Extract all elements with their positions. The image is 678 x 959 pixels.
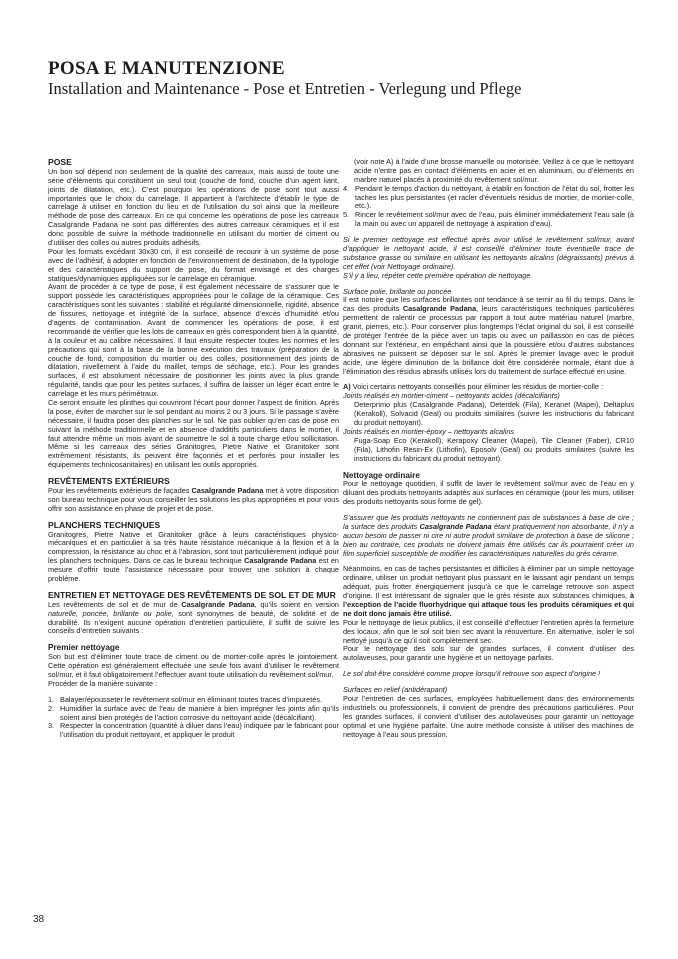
clean-floor-note: Le sol doit être considéré comme propre lorsqu’il retrouve son aspect d’origine ! bbox=[343, 669, 601, 679]
first-cleaning-procedure: Procéder de la manière suivante : bbox=[48, 678, 158, 688]
list-item: 2. Humidifier la surface avec de l’eau de manière à bien imprégner les joints afin qu’ils soient ainsi bien protégés de l’action corrosive du nettoyant acide (décalcifiant). bbox=[48, 703, 339, 722]
list-item: 5. Rincer le revêtement sol/mur avec de l’eau, puis éliminer immédiatement l’eau sale (à la main ou avec un appareil de nettoyage à aspiration d’eau). bbox=[343, 210, 634, 229]
first-cleaning-steps-continued bbox=[343, 185, 634, 229]
maintenance-paragraph: Les revêtements de sol et de mur de Casalgrande Padana, qu’ils soient en version naturelle, poncée, brillante ou polie, sont synonymes de beauté, de solidité et de durabilité. Ils n’exigent aucune opération d’entretien particulière, il suffit de suivre les conseils d’entretien suivants : bbox=[48, 599, 339, 636]
ordinary-cleaning-wax-note: S’assurer que les produits nettoyants ne contiennent pas de substances à base de cire ; la surface des produits Casalgrande Padana étant pratiquement non absorbante, il n’y a aucun besoin de passer ni cire ni autre produit similaire de protection à base de silicone ; bien au contraire, ces produits ne doivent jamais être utilisés car ils pourraient créer un film superficiel susceptible de modifier les caractéristiques naturelles du grès cérame. bbox=[343, 513, 634, 558]
first-cleaning-paragraph: Son but est d’éliminer toute trace de ciment ou de mortier-colle après le jointoiement. Cette opération est généralement effectuée une seule fois avant d’utiliser le revêtement sol/mur, et il faut obligatoirement l’effectuer avant toute utilisation du revêtement sol/mur. bbox=[48, 652, 339, 679]
exterior-heading: REVÊTEMENTS EXTÉRIEURS bbox=[48, 476, 170, 487]
left-column bbox=[48, 158, 339, 740]
ordinary-cleaning-paragraph-2: Néanmoins, en cas de taches persistantes et difficiles à éliminer par un simple nettoyage ordinaire, utiliser un produit nettoyant plus puissant en le laissant agir pendant un temps adéquat, puis frotter énergiquement jusqu’à ce que le carrelage retrouve son aspect d’origine. Il est intéressant de signaler que le grès résiste aux substances chimiques, à l’exception de l’acide fluorhydrique qui attaque tous les produits céramiques et qui ne doit donc jamais être utilisé. bbox=[343, 564, 635, 618]
continued-step-3: (voir note A) à l’aide d’une brosse manuelle ou motorisée. Veillez à ce que le nettoyant acide n’entre pas en contact d’éléments en acier et en aluminium, ou d’éléments en marbre naturel placés à proximité du revêtement sol/mur. bbox=[354, 157, 634, 184]
ordinary-cleaning-paragraph-3: Pour le nettoyage de lieux publics, il est conseillé d’effectuer l’entretien après la fermeture des locaux, afin que le sol soit bien sec avant la réouverture. En alternative, isoler le sol nettoyé jusqu’à ce qu’il soit complètement sec. bbox=[343, 617, 634, 645]
technical-floors-heading: PLANCHERS TECHNIQUES bbox=[48, 519, 161, 530]
pose-paragraph-2: Pour les formats excédant 30x30 cm, il est conseillé de recourir à un système de pose avec de l’adhésif, à adopter en fonction de l’environnement de destination, de la typologie et des caractéristiques du support de pose, du format envisagé et des charges statiques/dynamiques appliquées sur le carrelage en céramique. bbox=[48, 246, 339, 283]
relief-surface-subheading: Surfaces en relief (antidérapant) bbox=[343, 685, 448, 695]
note-a-alkaline-cleaners: Fuga-Soap Eco (Kerakoll), Kerapoxy Cleaner (Mapei), Tile Cleaner (Faber), CR10 (Fila), Lithofin Resin-Ex (Lithofin), Eposolv (Geal) ou produits similaires (suivre les instructions du fabricant du produit nettoyant). bbox=[354, 435, 634, 463]
relief-surface-paragraph: Pour l’entretien de ces surfaces, employées habituellement dans des environnements industriels ou professionnels, il convient de prendre des précautions particulières. Pour les grandes surfaces, il convient d’utiliser des autolaveuses pour garantir un nettoyage optimal et une hygiène parfaite. Une autre méthode consiste à utiliser des machines de nettoyage à l’eau sous pression. bbox=[343, 694, 634, 739]
ordinary-cleaning-paragraph-4: Pour le nettoyage des sols sur de grandes surfaces, il convient d’utiliser des autolaveuses, pour garantir une hygiène et un nettoyage parfaits. bbox=[343, 644, 634, 663]
list-item: 4. Pendant le temps d’action du nettoyant, à établir en fonction de l’état du sol, frotter les taches les plus persistantes (et racler d’éventuels résidus de mortier, de mortier-colle, etc.). bbox=[343, 183, 634, 211]
note-a: A) Voici certains nettoyants conseillés pour éliminer les résidus de mortier-colle : bbox=[343, 382, 603, 392]
page-number: 38 bbox=[33, 914, 45, 925]
polished-surface-paragraph: Il est notoire que les surfaces brillantes ont tendance à se ternir au fil du temps. Dans le cas des produits Casalgrande Padana, leurs caractéristiques techniques particulières permettent de ralentir ce processus par rapport à tout autre matériau naturel (marbre, granit, pierres, etc.). Pour conserver plus longtemps l’éclat original du sol, il est conseillé de protéger l’entrée de la pièce avec un tapis ou avec un paillasson en cas de pièces donnant sur l’extérieur, en empêchant ainsi que la poussière et/ou d’autres substances abrasives ne puissent se déposer sur le sol. Après le premier lavage avec le produit acide, une légère diminution de la brillance doit être considérée normale, étant due à l’élimination des résidus abrasifs utilisés lors du traitement de surface effectué en usine. bbox=[343, 295, 634, 376]
maintenance-heading: ENTRETIEN ET NETTOYAGE DES REVÊTEMENTS DE SOL ET DE MUR bbox=[48, 589, 336, 600]
ordinary-cleaning-paragraph-1: Pour le nettoyage quotidien, il suffit de laver le revêtement sol/mur avec de l’eau en y diluant des produits nettoyants adaptés aux surfaces en céramique (pour les murs, utiliser des produits nettoyants sous forme de gel). bbox=[343, 479, 634, 507]
page-subtitle: Installation and Maintenance - Pose et Entretien - Verlegung und Pflege bbox=[48, 79, 522, 98]
first-cleaning-heading: Premier nettoyage bbox=[48, 643, 120, 653]
ordinary-cleaning-heading: Nettoyage ordinaire bbox=[343, 470, 420, 480]
exterior-paragraph: Pour les revêtements extérieurs de façades Casalgrande Padana met à votre disposition son bureau technique pour vous conseiller les solutions les plus appropriées et pour vous offrir son assistance en phase de projet et de pose. bbox=[48, 486, 339, 513]
list-item: 1. Balayer/épousseter le revêtement sol/mur en éliminant toutes traces d’impuretés. bbox=[48, 694, 323, 704]
first-cleaning-note: Si le premier nettoyage est effectué après avoir utilisé le revêtement sol/mur, avant d’appliquer le nettoyant acide, il est conseillé d’éliminer toute éventuelle trace de substance grasse ou similaire en utilisant les nettoyants alcalins (dégraissants) prévus à cet effet (voir Nettoyage ordinaire). bbox=[343, 235, 634, 271]
pose-paragraph-1: Un bon sol dépend non seulement de la qualité des carreaux, mais aussi de toute une série d’éléments qui constituent un seul tout (couche de fond, couche d’un agent liant, joints de dilatation, etc.). C’est pourquoi les opérations de pose sont tout aussi importantes que le choix du carrelage. Il appartient à l’architecte d’établir le type de carrelage à utiliser en fonction du lieu et de l’utilisation du sol ainsi que la meilleure méthode de pose des carreaux. En ce qui concerne les opérations de pose les carreaux Casalgrande Padana ne sont pas différentes des autres carreaux céramiques et il est donc possible de suivre la méthode traditionnelle en utilisant du mortier de ciment ou d’utiliser des colles ou autres produits adhésifs. bbox=[48, 166, 339, 247]
right-column bbox=[343, 158, 634, 740]
note-a-cement-joints: Joints réalisés en mortier-ciment – nettoyants acides (décalcifiants) bbox=[343, 391, 560, 401]
list-item: 3. Respecter la concentration (quantité à diluer dans l’eau) indiquée par le fabricant pour l’utilisation du produit nettoyant, et appliquer le produit bbox=[48, 721, 339, 740]
technical-floors-paragraph: Granitogres, Pietre Native et Granitoker grâce à leurs caractéristiques physico- mécaniques et en particulier à sa très haute résistance mécanique à la flexion et à la compression, la résistance au choc et à l’abrasion, sont tout particulièrement indiqué pour les planchers techniques. Dans ce cas le bureau technique Casalgrande Padana est en mesure d’offrir toute l’assistance nécessaire pour trouver une solution à chaque problème. bbox=[48, 529, 339, 584]
first-cleaning-steps bbox=[48, 696, 339, 740]
note-a-acid-cleaners: Deterprimo plus (Casalgrande Padana), Deterdek (Fila), Keranet (Mapei), Deltaplus (Kerakoll), Solvacid (Geal) ou produits similaires (suivre les instructions du fabricant du produit nettoyant). bbox=[354, 400, 634, 428]
first-cleaning-repeat-note: S’il y a lieu, répéter cette première opération de nettoyage. bbox=[343, 270, 533, 280]
page-title: POSA E MANUTENZIONE bbox=[48, 58, 285, 79]
note-a-epoxy-joints: Joints réalisés en mortier-époxy – nettoyants alcalins bbox=[343, 426, 515, 436]
pose-paragraph-4: Ce seront ensuite les plinthes qui couvriront l’écart pour donner l’aspect de finition. Après la pose, éviter de marcher sur le sol pendant au moins 2 ou 3 jours. Si le passage s’avère nécessaire, il faudra poser des planches sur le sol. Ne pas oublier qu’en cas de pose en suivant la méthode traditionnelle et en absence d’additifs particuliers dans le mortier, il faut attendre même un mois avant de soumettre le sol à toute charge et/ou sollicitation. Même si les carreaux des séries Granitogres, Pietre Native et Granitoker sont extrêmement résistants, ils peuvent être façonnés et et perforés pour installer les équipements technicosanitaires) en utilisant les outils appropriés. bbox=[48, 398, 339, 470]
polished-surface-subheading: Surface polie, brillante ou poncée bbox=[343, 286, 452, 296]
pose-heading: POSE bbox=[48, 157, 72, 167]
pose-paragraph-3: Avant de procéder à ce type de pose, il est également nécessaire de s’assurer que le support possède les caractéristiques appropriées pour le collage de la céramique. Ces caractéristiques sont les suivantes : stabilité et régularité dimensionnelle, rigidité, absence de fissures, nettoyage et intégrité de la surface, absence d’excès d’humidité et/ou d’agents de contamination. Avant de commencer les opérations de pose, il est recommandé de vérifier que les lots de carreaux en grès correspondent bien à la quantité, à la couleur et au calibre nécessaires. Il faut ensuite respecter toutes les normes et les précautions qui sont à la base de la bonne exécution des travaux (préparation de la couche de fond, composition du mortier ou des colles, positionnement des joints de dilatation, nivellement à l’aide du maillet, temps de séchage, etc.). Pour les grandes surfaces, il est absolument nécessaire de positionner les joints avec la plus grande régularité, tandis que pour les petites surfaces, il suffira de laisser un léger écart entre le carrelage et les murs périmétraux. bbox=[48, 282, 339, 399]
